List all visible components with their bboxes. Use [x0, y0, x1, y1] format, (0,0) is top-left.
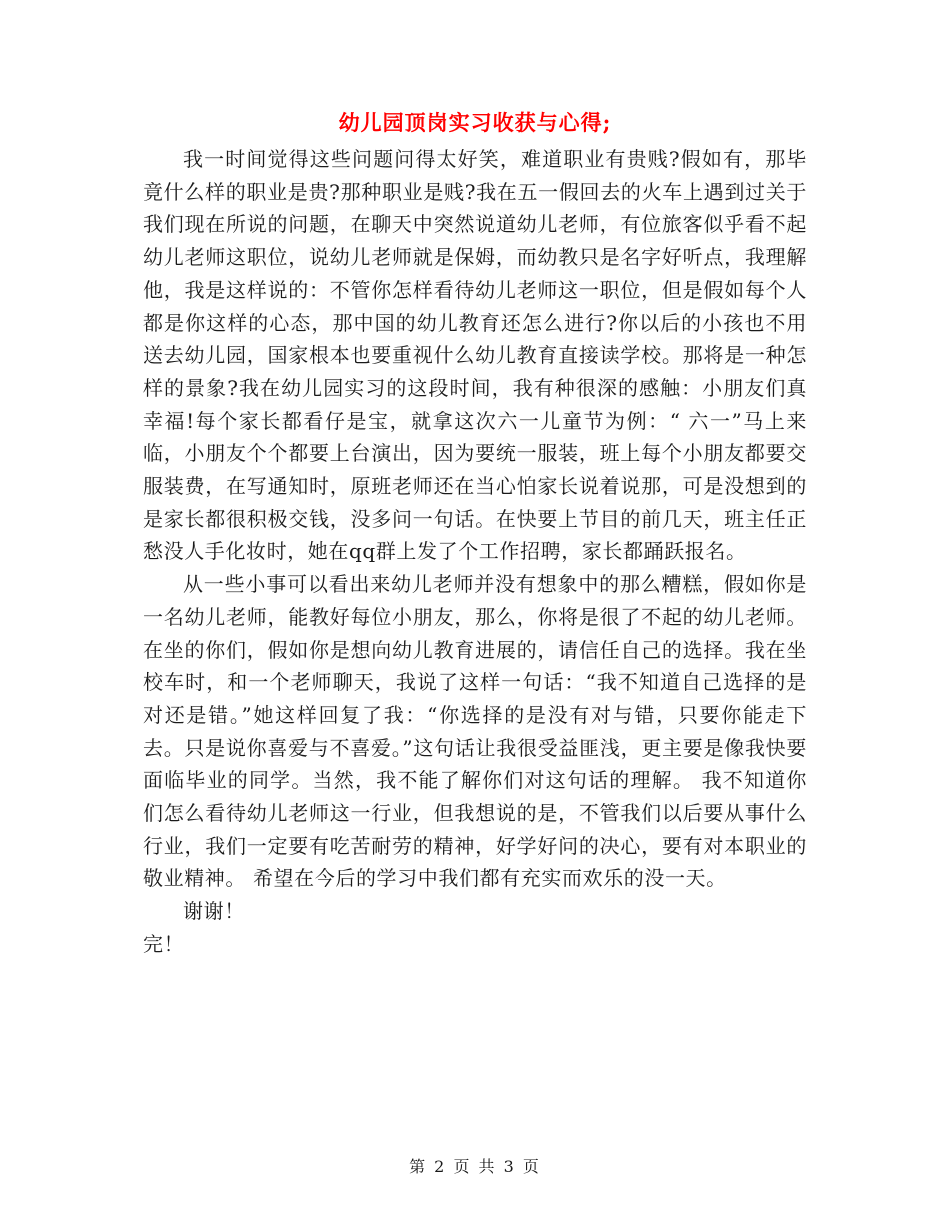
document-title: 幼儿园顶岗实习收获与心得;	[338, 110, 612, 135]
closing-text: 完！	[143, 931, 185, 956]
page-footer: 第 2 页 共 3 页	[409, 1157, 541, 1176]
paragraph-thanks: 谢谢！	[183, 899, 245, 924]
paragraph-1: 我一时间觉得这些问题问得太好笑，难道职业有贵贱?假如有，那毕竟什么样的职业是贵?那种职业是贱?我在五一假回去的火车上遇到过关于我们现在所说的问题，在聊天中突然说道幼儿老师，有位旅客似乎看不起幼儿老师这职位，说幼儿老师就是保姆，而幼教只是名字好听点，我理解他，我是这样说的：不管你怎样看待幼儿老师这一职位，但是假如每个人都是你这样的心态，那中国的幼儿教育还怎么进行?你以后的小孩也不用送去幼儿园，国家根本也要重视什么幼儿教育直接读学校。那将是一种怎样的景象?我在幼儿园实习的这段时间，我有种很深的感触：小朋友们真幸福!每个家长都看仔是宝，就拿这次六一儿童节为例：“ 六一”马上来临，小朋友个个都要上台演出，因为要统一服装，班上每个小朋友都要交服装费，在写通知时，原班老师还在当心怕家长说着说那，可是没想到的是家长都很积极交钱，没多问一句话。在快要上节目的前几天，班主任正愁没人手化妆时，她在qq群上发了个工作招聘，家长都踊跃报名。	[143, 147, 807, 564]
document-body	[143, 143, 807, 961]
paragraph-2: 从一些小事可以看出来幼儿老师并没有想象中的那么糟糕，假如你是一名幼儿老师，能教好每位小朋友，那么，你将是很了不起的幼儿老师。在坐的你们，假如你是想向幼儿教育进展的，请信任自己的选择。我在坐校车时，和一个老师聊天，我说了这样一句话：“我不知道自己选择的是对还是错。”她这样回复了我：“你选择的是没有对与错，只要你能走下去。只是说你喜爱与不喜爱。”这句话让我很受益匪浅，更主要是像我快要面临毕业的同学。当然，我不能了解你们对这句话的理解。 我不知道你们怎么看待幼儿老师这一行业，但我想说的是，不管我们以后要从事什么行业，我们一定要有吃苦耐劳的精神，好学好问的决心，要有对本职业的敬业精神。 希望在今后的学习中我们都有充实而欢乐的没一天。	[143, 572, 807, 891]
